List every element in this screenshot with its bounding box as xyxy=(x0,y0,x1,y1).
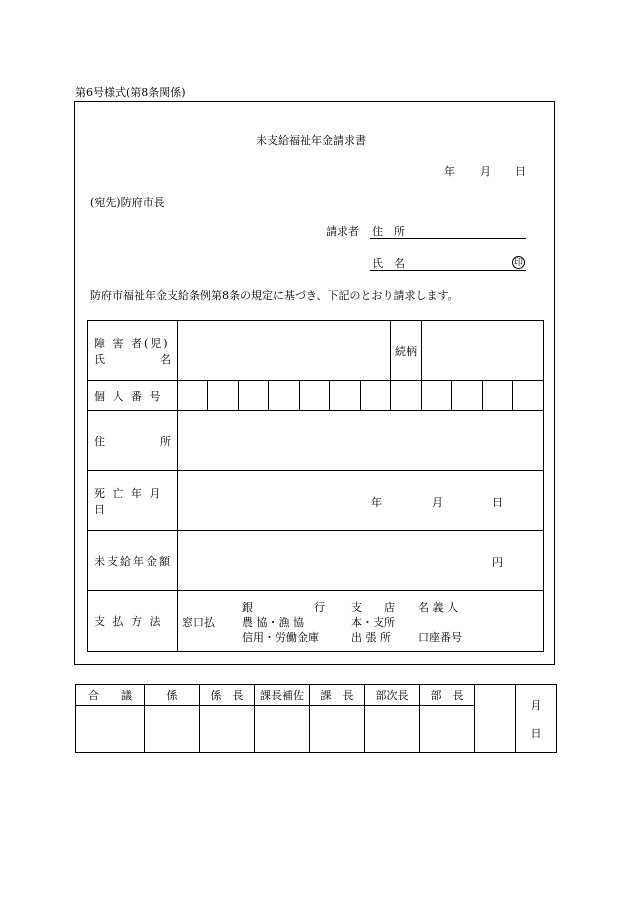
stamp-month: 月 xyxy=(530,698,542,712)
death-date-row xyxy=(88,471,544,531)
seal-mark: 印 xyxy=(513,258,523,268)
stamp-box[interactable] xyxy=(365,706,420,753)
person-label-cell xyxy=(88,321,178,381)
stamp-blank-cell[interactable] xyxy=(475,685,516,753)
statement: 防府市福祉年金支給条例第8条の規定に基づき、下記のとおり請求します。 xyxy=(90,289,459,302)
payment-counter: 窓口払 xyxy=(182,616,215,629)
death-date-label: 死 亡 年 月 日 xyxy=(88,471,178,531)
claim-table xyxy=(87,320,544,652)
stamp-box[interactable] xyxy=(420,706,475,753)
person-label-line1: 障 害 者(児) xyxy=(94,336,170,350)
stamp-header-row xyxy=(76,685,557,706)
payment-field[interactable] xyxy=(178,591,544,652)
date-day: 日 xyxy=(515,165,526,178)
personal-number-label: 個 人 番 号 xyxy=(88,381,178,411)
payment-bank-b: 行 xyxy=(314,601,325,614)
stamp-header-kakaricho: 係 長 xyxy=(200,685,255,706)
stamp-header-kacho: 課 長 xyxy=(310,685,365,706)
death-month-unit: 月 xyxy=(432,495,443,509)
payment-label: 支 払 方 法 xyxy=(88,591,178,652)
stamp-box[interactable] xyxy=(255,706,310,753)
digit-box[interactable] xyxy=(300,381,330,411)
relation-field[interactable] xyxy=(422,321,544,381)
amount-row xyxy=(88,531,544,591)
stamp-header-gougi: 合 議 xyxy=(76,685,145,706)
payment-account: 口座番号 xyxy=(418,631,462,644)
digit-box[interactable] xyxy=(269,381,300,411)
address-label-cell xyxy=(88,411,178,471)
relation-label: 続柄 xyxy=(395,344,418,358)
stamp-box[interactable] xyxy=(310,706,365,753)
claimant-address-label: 住 所 xyxy=(372,225,405,238)
stamp-header-bujicho: 部次長 xyxy=(365,685,420,706)
stamp-header-kakari: 係 xyxy=(145,685,200,706)
payment-agri: 農 協・漁 協 xyxy=(242,616,304,629)
digit-box[interactable] xyxy=(452,381,483,411)
amount-unit: 円 xyxy=(492,555,503,569)
relation-label-cell xyxy=(391,321,422,381)
stamp-box[interactable] xyxy=(200,706,255,753)
address-row xyxy=(88,411,544,471)
payment-branch-a: 支 xyxy=(351,601,362,614)
digit-box[interactable] xyxy=(330,381,361,411)
stamp-header-bucho: 部 長 xyxy=(420,685,475,706)
stamp-date-cell[interactable] xyxy=(516,685,557,753)
amount-label: 未支給年金額 xyxy=(88,531,178,591)
person-row xyxy=(88,321,544,381)
stamp-day: 日 xyxy=(530,726,542,740)
digit-box[interactable] xyxy=(391,381,422,411)
person-name-field[interactable] xyxy=(178,321,391,381)
person-label-shi: 氏 xyxy=(94,352,105,366)
claimant-label: 請求者 xyxy=(326,225,359,238)
address-field[interactable] xyxy=(178,411,544,471)
address-label-ju: 住 xyxy=(94,434,105,448)
claimant-address-field[interactable] xyxy=(370,238,526,239)
stamp-box[interactable] xyxy=(76,706,145,753)
form-title: 未支給福祉年金請求書 xyxy=(256,134,366,147)
payment-holder: 名 義 人 xyxy=(418,601,458,614)
stamp-header-kacho-hosa: 課長補佐 xyxy=(255,685,310,706)
payment-branch-b: 店 xyxy=(384,601,395,614)
approval-stamp-table xyxy=(75,684,557,753)
person-label-mei: 名 xyxy=(160,352,171,366)
digit-box[interactable] xyxy=(483,381,513,411)
addressee: (宛先)防府市長 xyxy=(90,196,165,209)
payment-head-branch: 本・支所 xyxy=(351,616,395,629)
address-label-sho: 所 xyxy=(160,434,171,448)
payment-bank: 銀 xyxy=(242,601,253,614)
digit-box[interactable] xyxy=(513,381,544,411)
date-month: 月 xyxy=(480,165,491,178)
personal-number-row xyxy=(88,381,544,411)
amount-field[interactable] xyxy=(178,531,544,591)
death-day-unit: 日 xyxy=(492,495,503,509)
death-date-field[interactable] xyxy=(178,471,544,531)
payment-shinyo: 信用・労働金庫 xyxy=(242,631,319,644)
death-year-unit: 年 xyxy=(371,495,382,509)
payment-row xyxy=(88,591,544,652)
claimant-name-label: 氏 名 xyxy=(372,257,405,270)
claimant-name-field[interactable] xyxy=(370,270,526,271)
stamp-box[interactable] xyxy=(145,706,200,753)
digit-box[interactable] xyxy=(208,381,239,411)
digit-box[interactable] xyxy=(361,381,391,411)
date-year: 年 xyxy=(444,165,455,178)
payment-office: 出 張 所 xyxy=(351,631,391,644)
form-number: 第6号様式(第8条関係) xyxy=(75,86,186,99)
digit-box[interactable] xyxy=(422,381,452,411)
digit-box[interactable] xyxy=(239,381,269,411)
digit-box[interactable] xyxy=(178,381,208,411)
